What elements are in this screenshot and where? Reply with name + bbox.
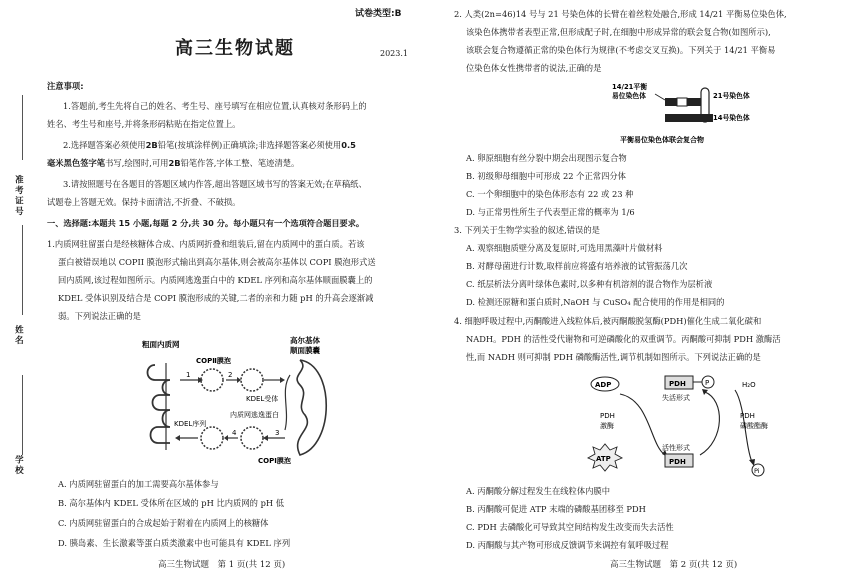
translocation-chromosome bbox=[665, 98, 677, 106]
phosphatase-label-2: 磷酸酯酶 bbox=[740, 422, 768, 430]
copii-label: COPⅡ膜泡 bbox=[196, 357, 231, 365]
er-label: 粗面内质网 bbox=[142, 340, 180, 349]
q1-option-d: D. 胰岛素、生长激素等蛋白质类激素中也可能具有 KDEL 序列 bbox=[58, 538, 291, 548]
q2-line-1: 2. 人类(2n=46)14 号与 21 号染色体的长臂在着丝粒处融合,形成 14/21 平衡易位染色体, bbox=[454, 9, 787, 19]
q4-line-1: 4. 细胞呼吸过程中,丙酮酸进入线粒体后,被丙酮酸脱氢酶(PDH)催化生成二氧化碳和 bbox=[454, 316, 762, 326]
q4-line-3: 性,而 NADH 则可抑制 PDH 磷酸酶活性,调节机制如图所示。下列说法正确的是 bbox=[466, 352, 761, 362]
q1-line-5: 弱。下列说法正确的是 bbox=[58, 311, 141, 321]
pi-label: Pi bbox=[754, 467, 760, 475]
q2-line-3: 该联会复合物遵循正常的染色体行为规律(不考虑交叉互换)。下列关于 14/21 平衡易 bbox=[466, 45, 776, 55]
q2-option-d: D. 与正常男性所生子代表型正常的概率为 1/6 bbox=[466, 207, 635, 217]
chromosome-14 bbox=[665, 114, 713, 122]
copi-vesicle-1 bbox=[201, 427, 223, 449]
q4-line-2: NADH。PDH 的活性受代谢物和可逆磷酸化的双重调节。丙酮酸可抑制 PDH 激酶活 bbox=[466, 334, 781, 344]
note-2a: 2.选择题答案必须使用2B铅笔(按填涂样例)正确填涂;非选择题答案必须使用0.5 bbox=[63, 140, 356, 150]
q4-option-a: A. 丙酮酸分解过程发生在线粒体内膜中 bbox=[466, 486, 611, 496]
golgi-label-2: 顺面膜囊 bbox=[290, 346, 320, 355]
inactive-form-label: 失活形式 bbox=[662, 394, 690, 402]
admission-label: 准考证号 bbox=[13, 175, 24, 217]
kinase-label-1: PDH bbox=[600, 412, 615, 420]
q2-option-c: C. 一个卵细胞中的染色体形态有 22 或 23 种 bbox=[466, 189, 634, 199]
note-1a: 1.答题前,考生先将自己的姓名、考生号、座号填写在相应位置,认真核对条形码上的 bbox=[63, 101, 367, 111]
q3-option-d: D. 检测还原糖和蛋白质时,NaOH 与 CuSO₄ 配合使用的作用是相同的 bbox=[466, 297, 725, 307]
q2-line-2: 该染色体携带者表型正常,但形成配子时,在细胞中形成异常的联会复合物(如图所示), bbox=[466, 27, 771, 37]
binding-line bbox=[22, 95, 23, 160]
q3-stem: 3. 下列关于生物学实验的叙述,错误的是 bbox=[454, 225, 600, 235]
adp-label: ADP bbox=[595, 381, 612, 389]
q4-option-c: C. PDH 去磷酸化可导致其空间结构发生改变而失去活性 bbox=[466, 522, 674, 532]
translocation-label-2: 易位染色体 bbox=[612, 92, 646, 100]
pdh-inactive-label: PDH bbox=[669, 380, 686, 388]
er-membrane bbox=[148, 365, 171, 443]
step-1: 1 bbox=[186, 371, 191, 379]
chromosome-figure bbox=[610, 78, 790, 150]
note-3b: 试题卷上答题无效。保持卡面清洁,不折叠、不破损。 bbox=[47, 197, 241, 207]
exam-date: 2023.1 bbox=[380, 49, 408, 58]
copi-vesicle-2 bbox=[241, 427, 263, 449]
q3-option-a: A. 观察细胞质壁分离及复原时,可选用黑藻叶片做材料 bbox=[466, 243, 663, 253]
step-4: 4 bbox=[232, 429, 237, 437]
step-2: 2 bbox=[228, 371, 233, 379]
golgi-label-1: 高尔基体 bbox=[290, 336, 320, 345]
note-3a: 3.请按照题号在各题目的答题区域内作答,超出答题区域书写的答案无效;在草稿纸、 bbox=[63, 179, 367, 189]
exam-type: 试卷类型:B bbox=[355, 9, 402, 19]
translocation-label-1: 14/21平衡 bbox=[612, 83, 647, 91]
figure-2-caption: 平衡易位染色体联会复合物 bbox=[620, 136, 704, 144]
kdel-label: KDEL序列 bbox=[174, 420, 207, 428]
q1-line-4: KDEL 受体识别及结合是 COPI 膜泡形成的关键,二者的亲和力随 pH 的升高会逐渐减 bbox=[58, 293, 374, 303]
binding-line bbox=[22, 225, 23, 315]
chromosome-21-label: 21号染色体 bbox=[713, 92, 750, 100]
q2-line-4: 位染色体女性携带者的说法,正确的是 bbox=[466, 63, 602, 73]
q1-option-b: B. 高尔基体内 KDEL 受体所在区域的 pH 比内质网的 pH 低 bbox=[58, 498, 285, 508]
kinase-label-2: 激酶 bbox=[600, 422, 614, 430]
chromosome-14-label: 14号染色体 bbox=[713, 114, 750, 122]
q1-line-1: 1.内质网驻留蛋白是经核糖体合成、内质网折叠和组装后,留在内质网中的蛋白质。若该 bbox=[47, 239, 365, 249]
notes-heading: 注意事项: bbox=[47, 81, 84, 91]
phosphatase-label-1: PDH bbox=[740, 412, 755, 420]
water-label: H₂O bbox=[742, 381, 756, 389]
page-2 bbox=[430, 0, 860, 577]
name-label: 姓名 bbox=[13, 325, 24, 346]
q1-line-3: 回内质网,该过程如图所示。内质网逃逸蛋白中的 KDEL 序列和高尔基体顺面膜囊上的 bbox=[58, 275, 373, 285]
note-2b: 毫米黑色签字笔书写,绘图时,可用2B铅笔作答,字体工整、笔迹清楚。 bbox=[47, 158, 300, 168]
copii-vesicle-1 bbox=[201, 369, 223, 391]
q4-option-b: B. 丙酮酸可促进 ATP 末端的磷酸基团移至 PDH bbox=[466, 504, 646, 514]
atp-label: ATP bbox=[596, 455, 611, 463]
er-golgi-figure bbox=[140, 335, 340, 470]
phosphate-label: P bbox=[705, 379, 710, 387]
footer-page-2: 高三生物试题 第 2 页(共 12 页) bbox=[610, 560, 738, 570]
receptor-label: KDEL受体 bbox=[246, 395, 279, 403]
step-3: 3 bbox=[275, 429, 280, 437]
q1-option-a: A. 内质网驻留蛋白的加工需要高尔基体参与 bbox=[58, 479, 219, 489]
copii-vesicle-2 bbox=[241, 369, 263, 391]
page-title: 高三生物试题 bbox=[175, 38, 295, 59]
q1-line-2: 蛋白被错误地以 COPII 膜泡形式输出到高尔基体,则会被高尔基体以 COPI 膜泡形式送 bbox=[58, 257, 376, 267]
binding-line bbox=[22, 375, 23, 455]
escape-protein-label: 内质网逃逸蛋白 bbox=[230, 411, 279, 419]
q2-option-a: A. 卵原细胞有丝分裂中期会出现图示复合物 bbox=[466, 153, 627, 163]
school-label: 学校 bbox=[13, 455, 24, 476]
q2-option-b: B. 初级卵母细胞中可形成 22 个正常四分体 bbox=[466, 171, 626, 181]
q1-option-c: C. 内质网驻留蛋白的合成起始于附着在内质网上的核糖体 bbox=[58, 518, 269, 528]
q4-option-d: D. 丙酮酸与其产物可形成反馈调节来调控有氧呼吸过程 bbox=[466, 540, 669, 550]
copi-label: COPⅠ膜泡 bbox=[258, 457, 291, 465]
q3-option-c: C. 纸层析法分离叶绿体色素时,以多种有机溶剂的混合物作为层析液 bbox=[466, 279, 713, 289]
active-form-label: 活性形式 bbox=[662, 444, 690, 452]
pdh-regulation-figure bbox=[580, 370, 790, 480]
note-1b: 姓名、考生号和座号,并将条形码粘贴在指定位置上。 bbox=[47, 119, 241, 129]
golgi-membrane bbox=[297, 360, 326, 455]
pdh-active-label: PDH bbox=[669, 458, 686, 466]
q3-option-b: B. 对酵母菌进行计数,取样前应将盛有培养液的试管振荡几次 bbox=[466, 261, 688, 271]
section-heading: 一、选择题:本题共 15 小题,每题 2 分,共 30 分。每小题只有一个选项符合题目要求。 bbox=[47, 218, 365, 228]
footer-page-1: 高三生物试题 第 1 页(共 12 页) bbox=[158, 560, 286, 570]
